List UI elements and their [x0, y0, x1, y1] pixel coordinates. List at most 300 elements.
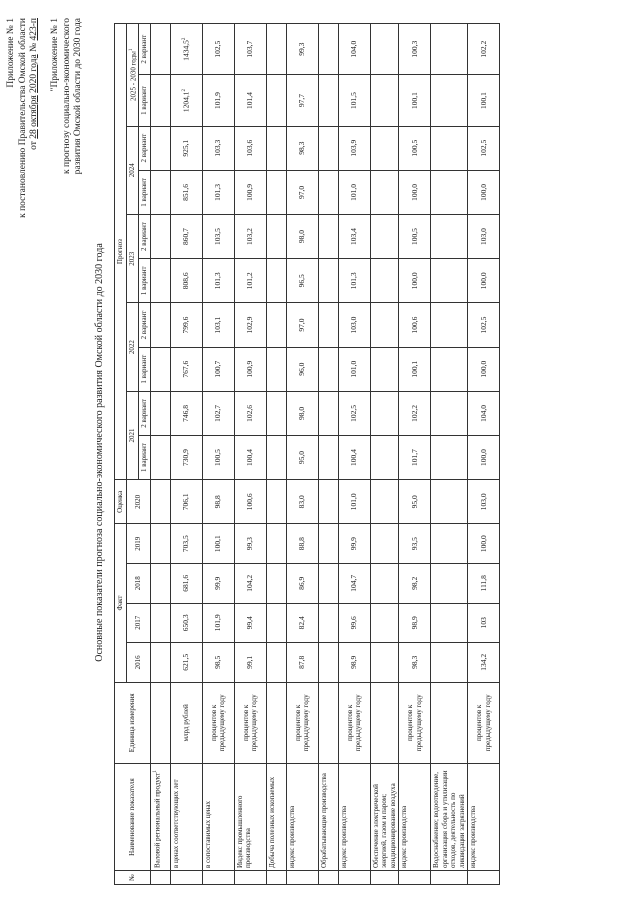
value-cell	[318, 347, 338, 391]
value-cell	[150, 436, 170, 480]
value-cell	[399, 214, 431, 258]
value-cell	[318, 436, 338, 480]
value-cell	[286, 126, 318, 170]
indicator-name	[338, 764, 370, 871]
value-cell	[399, 563, 431, 603]
value-text: 1434,5	[181, 40, 191, 61]
value-cell	[150, 259, 170, 303]
value-text: 82,4	[297, 616, 307, 630]
value-text: 100,9	[245, 183, 255, 201]
group-header-forecast: Прогноз	[115, 24, 127, 480]
decree-date-month: октября	[29, 95, 39, 127]
value-text: 681,6	[181, 574, 191, 592]
col-header-unit: Единица измерения	[115, 682, 151, 763]
value-cell	[399, 391, 431, 435]
value-cell	[318, 563, 338, 603]
year-header: 2023	[126, 214, 139, 302]
value-text: 99,3	[297, 42, 307, 56]
decree-date-prefix: от	[29, 141, 39, 150]
value-text: 103,1	[213, 316, 223, 334]
value-cell	[234, 603, 266, 643]
variant-header: 1 вариант	[139, 347, 151, 391]
value-cell	[234, 214, 266, 258]
value-cell	[234, 126, 266, 170]
value-text: 100,1	[409, 360, 419, 378]
decree-date-day: 28	[29, 129, 39, 139]
value-cell	[399, 643, 431, 683]
year-range-footnote: 1	[128, 48, 134, 52]
value-cell	[468, 391, 500, 435]
value-cell	[370, 214, 399, 258]
value-cell	[202, 436, 234, 480]
value-text: 100,0	[409, 183, 419, 201]
value-cell	[338, 24, 370, 75]
value-text: 98,3	[297, 141, 307, 155]
table-row	[150, 24, 170, 885]
value-text: 746,8	[181, 404, 191, 422]
row-number-cell	[286, 871, 318, 885]
value-cell	[399, 303, 431, 347]
value-cell	[468, 603, 500, 643]
table-row	[234, 24, 266, 885]
value-text: 100,5	[213, 449, 223, 467]
value-text: 101,0	[349, 183, 359, 201]
indicator-name-text: Добыча полезных ископаемых	[267, 776, 276, 869]
value-cell	[370, 24, 399, 75]
value-text: 100,4	[245, 449, 255, 467]
value-cell	[170, 480, 202, 524]
unit-cell: процентов к предыдущему году	[234, 682, 266, 763]
value-text: 100,0	[478, 272, 488, 290]
value-cell	[266, 170, 286, 214]
table-row	[318, 24, 338, 885]
value-cell	[150, 643, 170, 683]
value-cell	[170, 126, 202, 170]
unit-cell: процентов к предыдущему году	[399, 682, 431, 763]
value-cell	[286, 24, 318, 75]
value-cell	[318, 603, 338, 643]
value-cell	[468, 303, 500, 347]
value-cell	[170, 170, 202, 214]
value-cell	[370, 480, 399, 524]
value-cell	[338, 524, 370, 564]
unit-cell	[150, 682, 170, 763]
value-cell	[286, 436, 318, 480]
value-cell	[266, 391, 286, 435]
row-number-cell	[170, 871, 202, 885]
value-cell	[468, 347, 500, 391]
value-cell	[266, 436, 286, 480]
value-cell	[286, 75, 318, 126]
value-text: 102,2	[409, 404, 419, 422]
value-text: 102,5	[478, 316, 488, 334]
value-text: 104,0	[478, 404, 488, 422]
year-header: 2019	[126, 524, 150, 564]
value-text: 100,0	[409, 272, 419, 290]
value-cell	[286, 259, 318, 303]
row-number-cell	[399, 871, 431, 885]
value-cell	[202, 126, 234, 170]
value-cell	[399, 603, 431, 643]
value-text: 98,9	[349, 655, 359, 669]
value-text: 103,6	[245, 139, 255, 157]
value-cell	[202, 24, 234, 75]
value-cell	[338, 391, 370, 435]
row-number-cell	[370, 871, 399, 885]
table-row	[338, 24, 370, 885]
value-cell	[399, 524, 431, 564]
row-number-cell	[431, 871, 468, 885]
value-text: 83,0	[297, 495, 307, 509]
value-cell	[234, 259, 266, 303]
year-header: 2017	[126, 603, 150, 643]
value-text: 102,9	[245, 316, 255, 334]
unit-cell	[318, 682, 338, 763]
value-text: 134,2	[478, 653, 488, 671]
value-cell	[431, 391, 468, 435]
value-cell	[266, 24, 286, 75]
value-cell	[318, 126, 338, 170]
value-cell	[202, 480, 234, 524]
value-cell	[468, 259, 500, 303]
value-text: 650,3	[181, 614, 191, 632]
value-cell	[266, 259, 286, 303]
value-cell	[234, 563, 266, 603]
value-cell	[202, 347, 234, 391]
year-header: 2020	[126, 480, 150, 524]
value-text: 95,0	[409, 495, 419, 509]
value-cell	[266, 643, 286, 683]
value-cell	[202, 214, 234, 258]
value-cell	[318, 24, 338, 75]
value-cell	[286, 480, 318, 524]
value-cell	[370, 75, 399, 126]
value-text: 706,1	[181, 493, 191, 511]
value-text: 98,0	[297, 406, 307, 420]
footnote-mark: 1	[152, 770, 158, 773]
value-text: 100,5	[409, 228, 419, 246]
value-cell	[431, 563, 468, 603]
value-cell	[399, 436, 431, 480]
year-header: 2022	[126, 303, 139, 391]
indicator-name-text: индекс производства	[469, 805, 478, 869]
value-text: 730,9	[181, 449, 191, 467]
value-text: 103,0	[478, 228, 488, 246]
value-text: 99,6	[349, 616, 359, 630]
value-cell	[399, 170, 431, 214]
value-cell	[286, 391, 318, 435]
value-text: 98,5	[213, 655, 223, 669]
indicator-name-text: в ценах соответствующих лет	[171, 779, 180, 869]
value-cell	[318, 170, 338, 214]
value-cell	[286, 563, 318, 603]
indicator-name-text: индекс производства	[287, 805, 296, 869]
indicator-name	[370, 764, 399, 871]
value-cell	[170, 391, 202, 435]
table-row	[202, 24, 234, 885]
value-cell	[338, 170, 370, 214]
value-text: 100,1	[478, 92, 488, 109]
value-cell	[234, 75, 266, 126]
table-row	[468, 24, 500, 885]
value-cell	[318, 391, 338, 435]
value-cell	[370, 303, 399, 347]
value-cell	[150, 347, 170, 391]
year-header-range	[126, 24, 139, 127]
table-body	[150, 24, 500, 885]
value-cell	[468, 24, 500, 75]
value-cell	[266, 214, 286, 258]
value-cell	[286, 643, 318, 683]
indicator-name	[431, 764, 468, 871]
value-cell	[234, 303, 266, 347]
value-text: 98,9	[409, 616, 419, 630]
indicator-name	[170, 764, 202, 871]
value-text: 96,5	[297, 274, 307, 288]
indicator-name-text: индекс производства	[400, 805, 409, 869]
value-text: 97,7	[297, 93, 307, 108]
value-text: 99,1	[245, 655, 255, 669]
value-cell	[468, 214, 500, 258]
indicator-name-text: Индекс промышленного производства	[235, 795, 253, 869]
decree-date-year: 2020 года	[29, 54, 39, 93]
value-text: 101,2	[245, 272, 255, 290]
indicators-table	[114, 23, 500, 885]
value-cell	[202, 391, 234, 435]
value-text: 104,0	[349, 40, 359, 58]
indicator-name	[202, 764, 234, 871]
value-text: 100,0	[478, 183, 488, 201]
indicator-name-text: Водоснабжение; водоотведение, организация сбора и утилизации отходов, деятельность по ликвидации загрязнений	[432, 770, 466, 869]
value-cell	[170, 347, 202, 391]
value-text: 86,9	[297, 576, 307, 590]
value-text: 102,5	[478, 139, 488, 157]
value-cell	[234, 436, 266, 480]
value-cell	[370, 391, 399, 435]
value-cell	[338, 436, 370, 480]
value-text: 104,7	[349, 574, 359, 592]
value-cell	[202, 524, 234, 564]
value-text: 103,5	[213, 228, 223, 246]
value-cell	[338, 126, 370, 170]
value-text: 100,6	[409, 316, 419, 334]
value-text: 860,7	[181, 228, 191, 246]
indicator-name	[318, 764, 338, 871]
value-text: 98,0	[297, 230, 307, 244]
value-text: 101,0	[349, 360, 359, 378]
value-text: 93,5	[409, 537, 419, 551]
value-cell	[431, 214, 468, 258]
value-cell	[431, 603, 468, 643]
value-cell	[318, 259, 338, 303]
variant-header: 2 вариант	[139, 126, 151, 170]
value-text: 103,9	[349, 139, 359, 157]
value-cell	[150, 391, 170, 435]
year-header: 2016	[126, 643, 150, 683]
indicator-name	[399, 764, 431, 871]
row-number-cell	[338, 871, 370, 885]
unit-cell: млрд рублей	[170, 682, 202, 763]
value-cell	[370, 347, 399, 391]
value-text: 101,3	[213, 272, 223, 290]
col-header-name: Наименование показателя	[115, 764, 151, 871]
value-cell	[150, 303, 170, 347]
table-row	[431, 24, 468, 885]
value-cell	[399, 75, 431, 126]
value-cell	[286, 214, 318, 258]
value-cell	[468, 170, 500, 214]
value-cell	[150, 75, 170, 126]
value-text: 101,0	[349, 493, 359, 511]
document-title: Основные показатели прогноза социально-экономического развития Омской области до 2030 года	[94, 243, 105, 662]
value-cell	[150, 524, 170, 564]
value-text: 102,2	[478, 40, 488, 58]
value-text: 103,0	[478, 493, 488, 511]
indicator-name-text: индекс производства	[339, 805, 348, 869]
value-cell	[286, 347, 318, 391]
value-text: 111,8	[478, 575, 488, 592]
value-text: 100,6	[245, 493, 255, 511]
value-text: 99,9	[349, 537, 359, 551]
table-row	[170, 24, 202, 885]
row-number-cell	[266, 871, 286, 885]
annex-line-2: к прогнозу социально-экономического	[61, 18, 72, 174]
value-cell	[150, 24, 170, 75]
value-cell	[234, 643, 266, 683]
value-cell	[468, 563, 500, 603]
value-cell	[431, 524, 468, 564]
value-cell	[234, 391, 266, 435]
table-row	[286, 24, 318, 885]
value-cell	[399, 347, 431, 391]
value-cell	[338, 563, 370, 603]
value-cell	[150, 603, 170, 643]
value-text: 95,0	[297, 451, 307, 465]
row-number-cell	[318, 871, 338, 885]
value-cell	[399, 259, 431, 303]
variant-header: 2 вариант	[139, 303, 151, 347]
value-cell	[318, 303, 338, 347]
col-header-no: №	[115, 871, 151, 885]
value-cell	[338, 603, 370, 643]
indicator-name	[266, 764, 286, 871]
row-number-cell	[202, 871, 234, 885]
value-cell	[170, 303, 202, 347]
variant-header: 1 вариант	[139, 259, 151, 303]
indicator-name	[234, 764, 266, 871]
value-cell	[431, 126, 468, 170]
value-text: 103	[478, 617, 488, 629]
value-cell	[286, 603, 318, 643]
variant-header: 1 вариант	[139, 170, 151, 214]
variant-header: 2 вариант	[139, 391, 151, 435]
value-cell	[286, 524, 318, 564]
value-text: 100,1	[213, 535, 223, 553]
year-header: 2024	[126, 126, 139, 214]
value-text: 621,5	[181, 653, 191, 671]
value-cell	[318, 214, 338, 258]
value-cell	[150, 214, 170, 258]
indicator-name-text: Обрабатывающие производства	[319, 773, 328, 869]
value-cell	[234, 170, 266, 214]
value-text: 799,6	[181, 316, 191, 334]
decree-number: 423-п	[29, 18, 39, 41]
indicator-name-text: Валовой региональный продукт	[153, 772, 162, 869]
row-number-cell	[468, 871, 500, 885]
value-text: 102,5	[349, 404, 359, 422]
value-cell	[338, 480, 370, 524]
value-cell	[370, 603, 399, 643]
value-cell	[468, 480, 500, 524]
unit-cell	[370, 682, 399, 763]
value-cell	[170, 75, 202, 126]
value-cell	[370, 643, 399, 683]
value-text: 102,5	[213, 40, 223, 58]
value-cell	[234, 524, 266, 564]
year-header: 2018	[126, 563, 150, 603]
value-text: 102,7	[213, 404, 223, 422]
value-cell	[431, 259, 468, 303]
value-cell	[468, 126, 500, 170]
value-cell	[202, 563, 234, 603]
value-cell	[266, 524, 286, 564]
value-text: 101,3	[349, 272, 359, 290]
value-cell	[150, 126, 170, 170]
value-cell	[370, 436, 399, 480]
value-text: 100,1	[409, 92, 419, 109]
value-text: 99,3	[245, 537, 255, 551]
value-cell	[318, 75, 338, 126]
value-cell	[266, 303, 286, 347]
value-cell	[468, 75, 500, 126]
value-text: 100,3	[409, 40, 419, 58]
value-cell	[170, 643, 202, 683]
value-cell	[370, 259, 399, 303]
decree-header	[6, 18, 41, 218]
value-cell	[170, 436, 202, 480]
value-text: 100,0	[478, 360, 488, 378]
unit-cell: процентов к предыдущему году	[286, 682, 318, 763]
unit-cell: процентов к предыдущему году	[338, 682, 370, 763]
value-cell	[202, 603, 234, 643]
value-cell	[431, 75, 468, 126]
value-cell	[399, 480, 431, 524]
value-text: 101,9	[213, 92, 223, 109]
row-number-cell	[150, 871, 170, 885]
value-text: 101,3	[213, 183, 223, 201]
value-text: 97,0	[297, 318, 307, 332]
value-cell	[234, 24, 266, 75]
variant-header: 1 вариант	[139, 75, 151, 126]
value-cell	[150, 563, 170, 603]
value-cell	[431, 347, 468, 391]
value-text: 99,9	[213, 576, 223, 590]
indicator-name-text: в сопоставимых ценах	[203, 800, 212, 869]
value-text: 808,6	[181, 272, 191, 290]
group-header-fact: Факт	[115, 524, 127, 682]
value-text: 96,0	[297, 362, 307, 376]
group-header-estimate: Оценка	[115, 480, 127, 524]
value-text: 98,3	[409, 655, 419, 669]
value-text: 100,0	[478, 449, 488, 467]
value-cell	[318, 480, 338, 524]
value-cell	[234, 347, 266, 391]
value-text: 97,0	[297, 185, 307, 199]
decree-number-label: №	[29, 42, 39, 52]
value-cell	[370, 563, 399, 603]
unit-cell	[266, 682, 286, 763]
value-cell	[202, 75, 234, 126]
